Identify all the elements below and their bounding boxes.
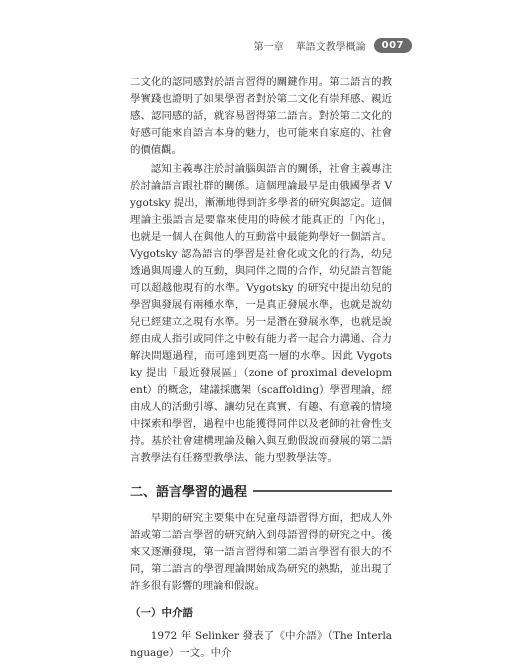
paragraph-learning-process: 早期的研究主要集中在兒童母語習得方面，把成人外語或第二語言學習的研究納入到母語習得的研究之中。後來又逐漸發現，第一語言習得和第二語言學習有很大的不同，第二語言的學習理論開始成為研究的熱點，並出現了許多很有影響的理論和假說。 xyxy=(130,512,392,592)
paragraph-social-constructivism: 認知主義專注於討論腦與語言的關係，社會主義專注於討論語言跟社群的關係。這個理論最早是由俄國學者 Vygotsky 提出，漸漸地得到許多學者的研究與認定。這個理論主張語言是要靠來使用的時候才能真正的「內化」，也就是一個人在與他人的互動當中最能夠學好一個語言。Vygotsky 認為語言的學習是社會化或文化的行為，幼兒透過與周邊人的互動，與同伴之間的合作，幼兒語言智能可以超越他現有的水準。Vygotsky 的研究中提出幼兒的學習與發展有兩種水準，一是真正發展水準，也就是說幼兒已經建立之現有水準。另一是潛在發展水準，也就是說經由成人指引或同伴之中較有能力者一起合力溝通、合力解決問題過程，而可達到更高一層的水準。因此 Vygotsky 提出「最近發展區」（zone of proximal development）的概念，建議採鷹架（scaffolding）學習理論，經由成人的活動引導、讓幼兒在真實、有趣、有意義的情境中探索和學習，過程中也能獲得同伴以及老師的社會性支持。基於社會建構理論及輸入與互動假說而發展的第二語言教學法有任務型教學法、能力型教學法等。 xyxy=(130,163,392,464)
book-title: 華語文教學概論 xyxy=(295,41,366,53)
paragraph-interlanguage: 1972 年 Selinker 發表了《中介語》（The Interlanguage）一文。中介 xyxy=(130,630,392,659)
section-title: 二、語言學習的過程 xyxy=(130,485,248,500)
page-body xyxy=(130,74,392,664)
chapter-label: 第一章 xyxy=(253,41,284,53)
section-rule xyxy=(253,490,392,492)
section-heading xyxy=(130,481,392,500)
subsection-heading: （一）中介語 xyxy=(130,607,193,619)
running-header xyxy=(254,36,412,54)
page-number-badge: 007 xyxy=(374,38,412,53)
paragraph-continuation: 二文化的認同感對於語言習得的關鍵作用。第二語言的教學實踐也證明了如果學習者對於第二文化有崇拜感、親近感、認同感的話，就容易習得第二語言。對於第二文化的好感可能來自語言本身的魅力，也可能來自家庭的、社會的價值觀。 xyxy=(130,76,392,156)
